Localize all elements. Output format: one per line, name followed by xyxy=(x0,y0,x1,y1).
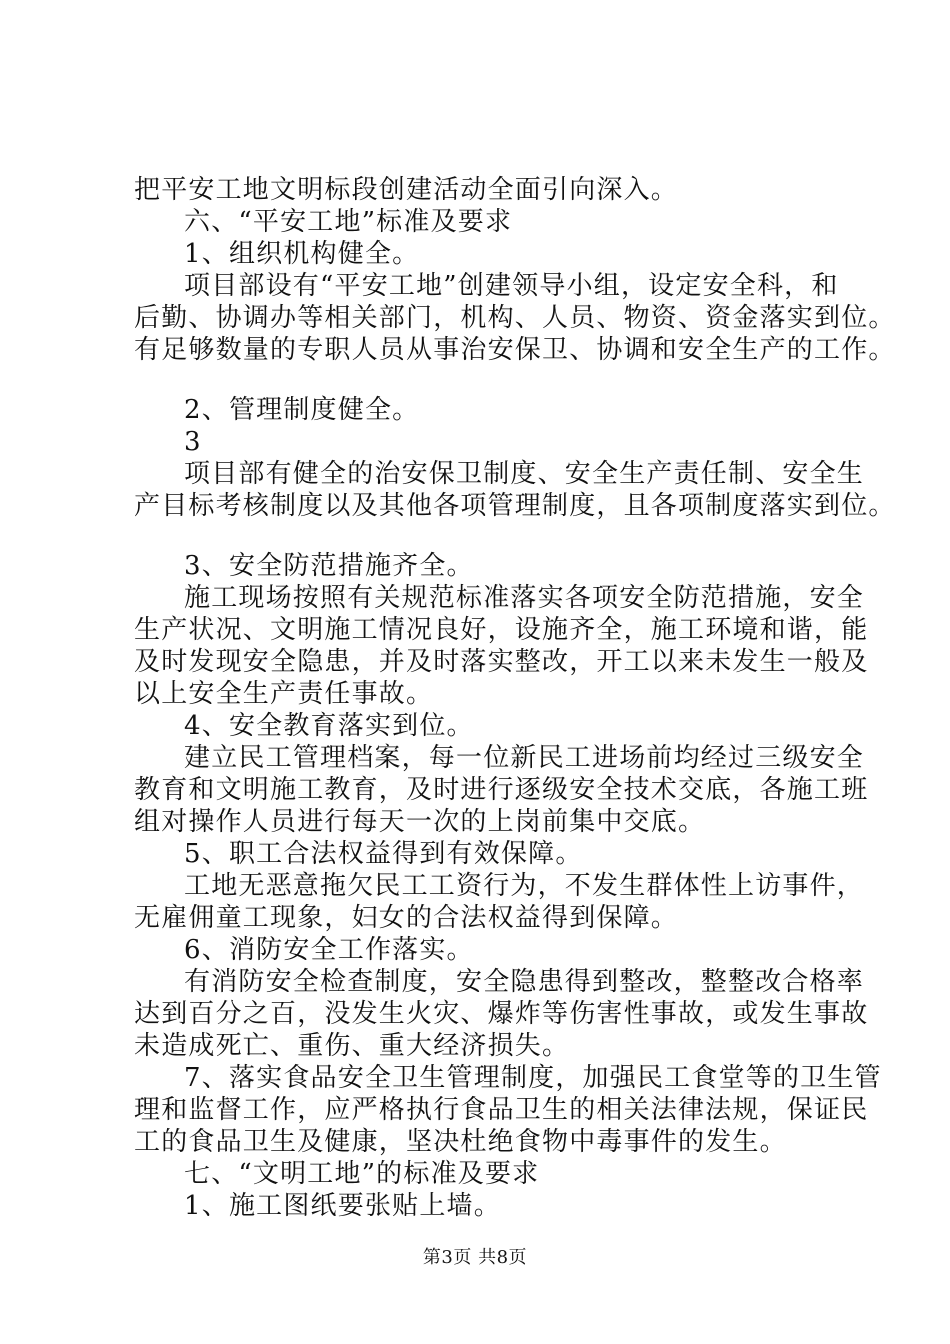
body-line: 及时发现安全隐患，并及时落实整改，开工以来未发生一般及 xyxy=(134,647,869,677)
body-line: 未造成死亡、重伤、重大经济损失。 xyxy=(134,1031,570,1061)
body-line: 工的食品卫生及健康，坚决杜绝食物中毒事件的发生。 xyxy=(134,1127,787,1157)
body-line: 产目标考核制度以及其他各项管理制度，且各项制度落实到位。 xyxy=(134,491,896,521)
body-line: 3 xyxy=(184,427,202,457)
body-line: 达到百分之百，没发生火灾、爆炸等伤害性事故，或发生事故 xyxy=(134,999,869,1029)
body-line: 教育和文明施工教育，及时进行逐级安全技术交底，各施工班 xyxy=(134,775,869,805)
body-line: 无雇佣童工现象，妇女的合法权益得到保障。 xyxy=(134,903,679,933)
item-heading: 5、职工合法权益得到有效保障。 xyxy=(184,839,583,869)
section-heading: 七、“文明工地”的标准及要求 xyxy=(184,1159,540,1189)
item-heading: 1、组织机构健全。 xyxy=(184,239,420,269)
body-line: 把平安工地文明标段创建活动全面引向深入。 xyxy=(134,175,679,205)
body-line: 组对操作人员进行每天一次的上岗前集中交底。 xyxy=(134,807,706,837)
body-line: 施工现场按照有关规范标准落实各项安全防范措施，安全 xyxy=(184,583,865,613)
body-line: 项目部有健全的治安保卫制度、安全生产责任制、安全生 xyxy=(184,459,865,489)
item-heading: 1、施工图纸要张贴上墙。 xyxy=(184,1191,501,1221)
section-heading: 六、“平安工地”标准及要求 xyxy=(184,207,513,237)
body-line: 项目部设有“平安工地”创建领导小组，设定安全科，和 xyxy=(184,271,839,301)
body-line: 工地无恶意拖欠民工工资行为，不发生群体性上访事件， xyxy=(184,871,865,901)
page-footer: 第3页 共8页 xyxy=(422,1247,528,1268)
item-heading: 4、安全教育落实到位。 xyxy=(184,711,474,741)
item-heading: 2、管理制度健全。 xyxy=(184,395,420,425)
body-line: 以上安全生产责任事故。 xyxy=(134,679,434,709)
item-heading: 6、消防安全工作落实。 xyxy=(184,935,474,965)
item-heading: 3、安全防范措施齐全。 xyxy=(184,551,474,581)
body-line: 有消防安全检查制度，安全隐患得到整改，整整改合格率 xyxy=(184,967,865,997)
body-line: 建立民工管理档案，每一位新民工进场前均经过三级安全 xyxy=(184,743,865,773)
item-heading: 7、落实食品安全卫生管理制度，加强民工食堂等的卫生管 xyxy=(184,1063,882,1093)
body-line: 生产状况、文明施工情况良好，设施齐全，施工环境和谐，能 xyxy=(134,615,869,645)
body-line: 后勤、协调办等相关部门，机构、人员、物资、资金落实到位。 xyxy=(134,303,896,333)
body-line: 有足够数量的专职人员从事治安保卫、协调和安全生产的工作。 xyxy=(134,335,896,365)
body-line: 理和监督工作，应严格执行食品卫生的相关法律法规，保证民 xyxy=(134,1095,869,1125)
